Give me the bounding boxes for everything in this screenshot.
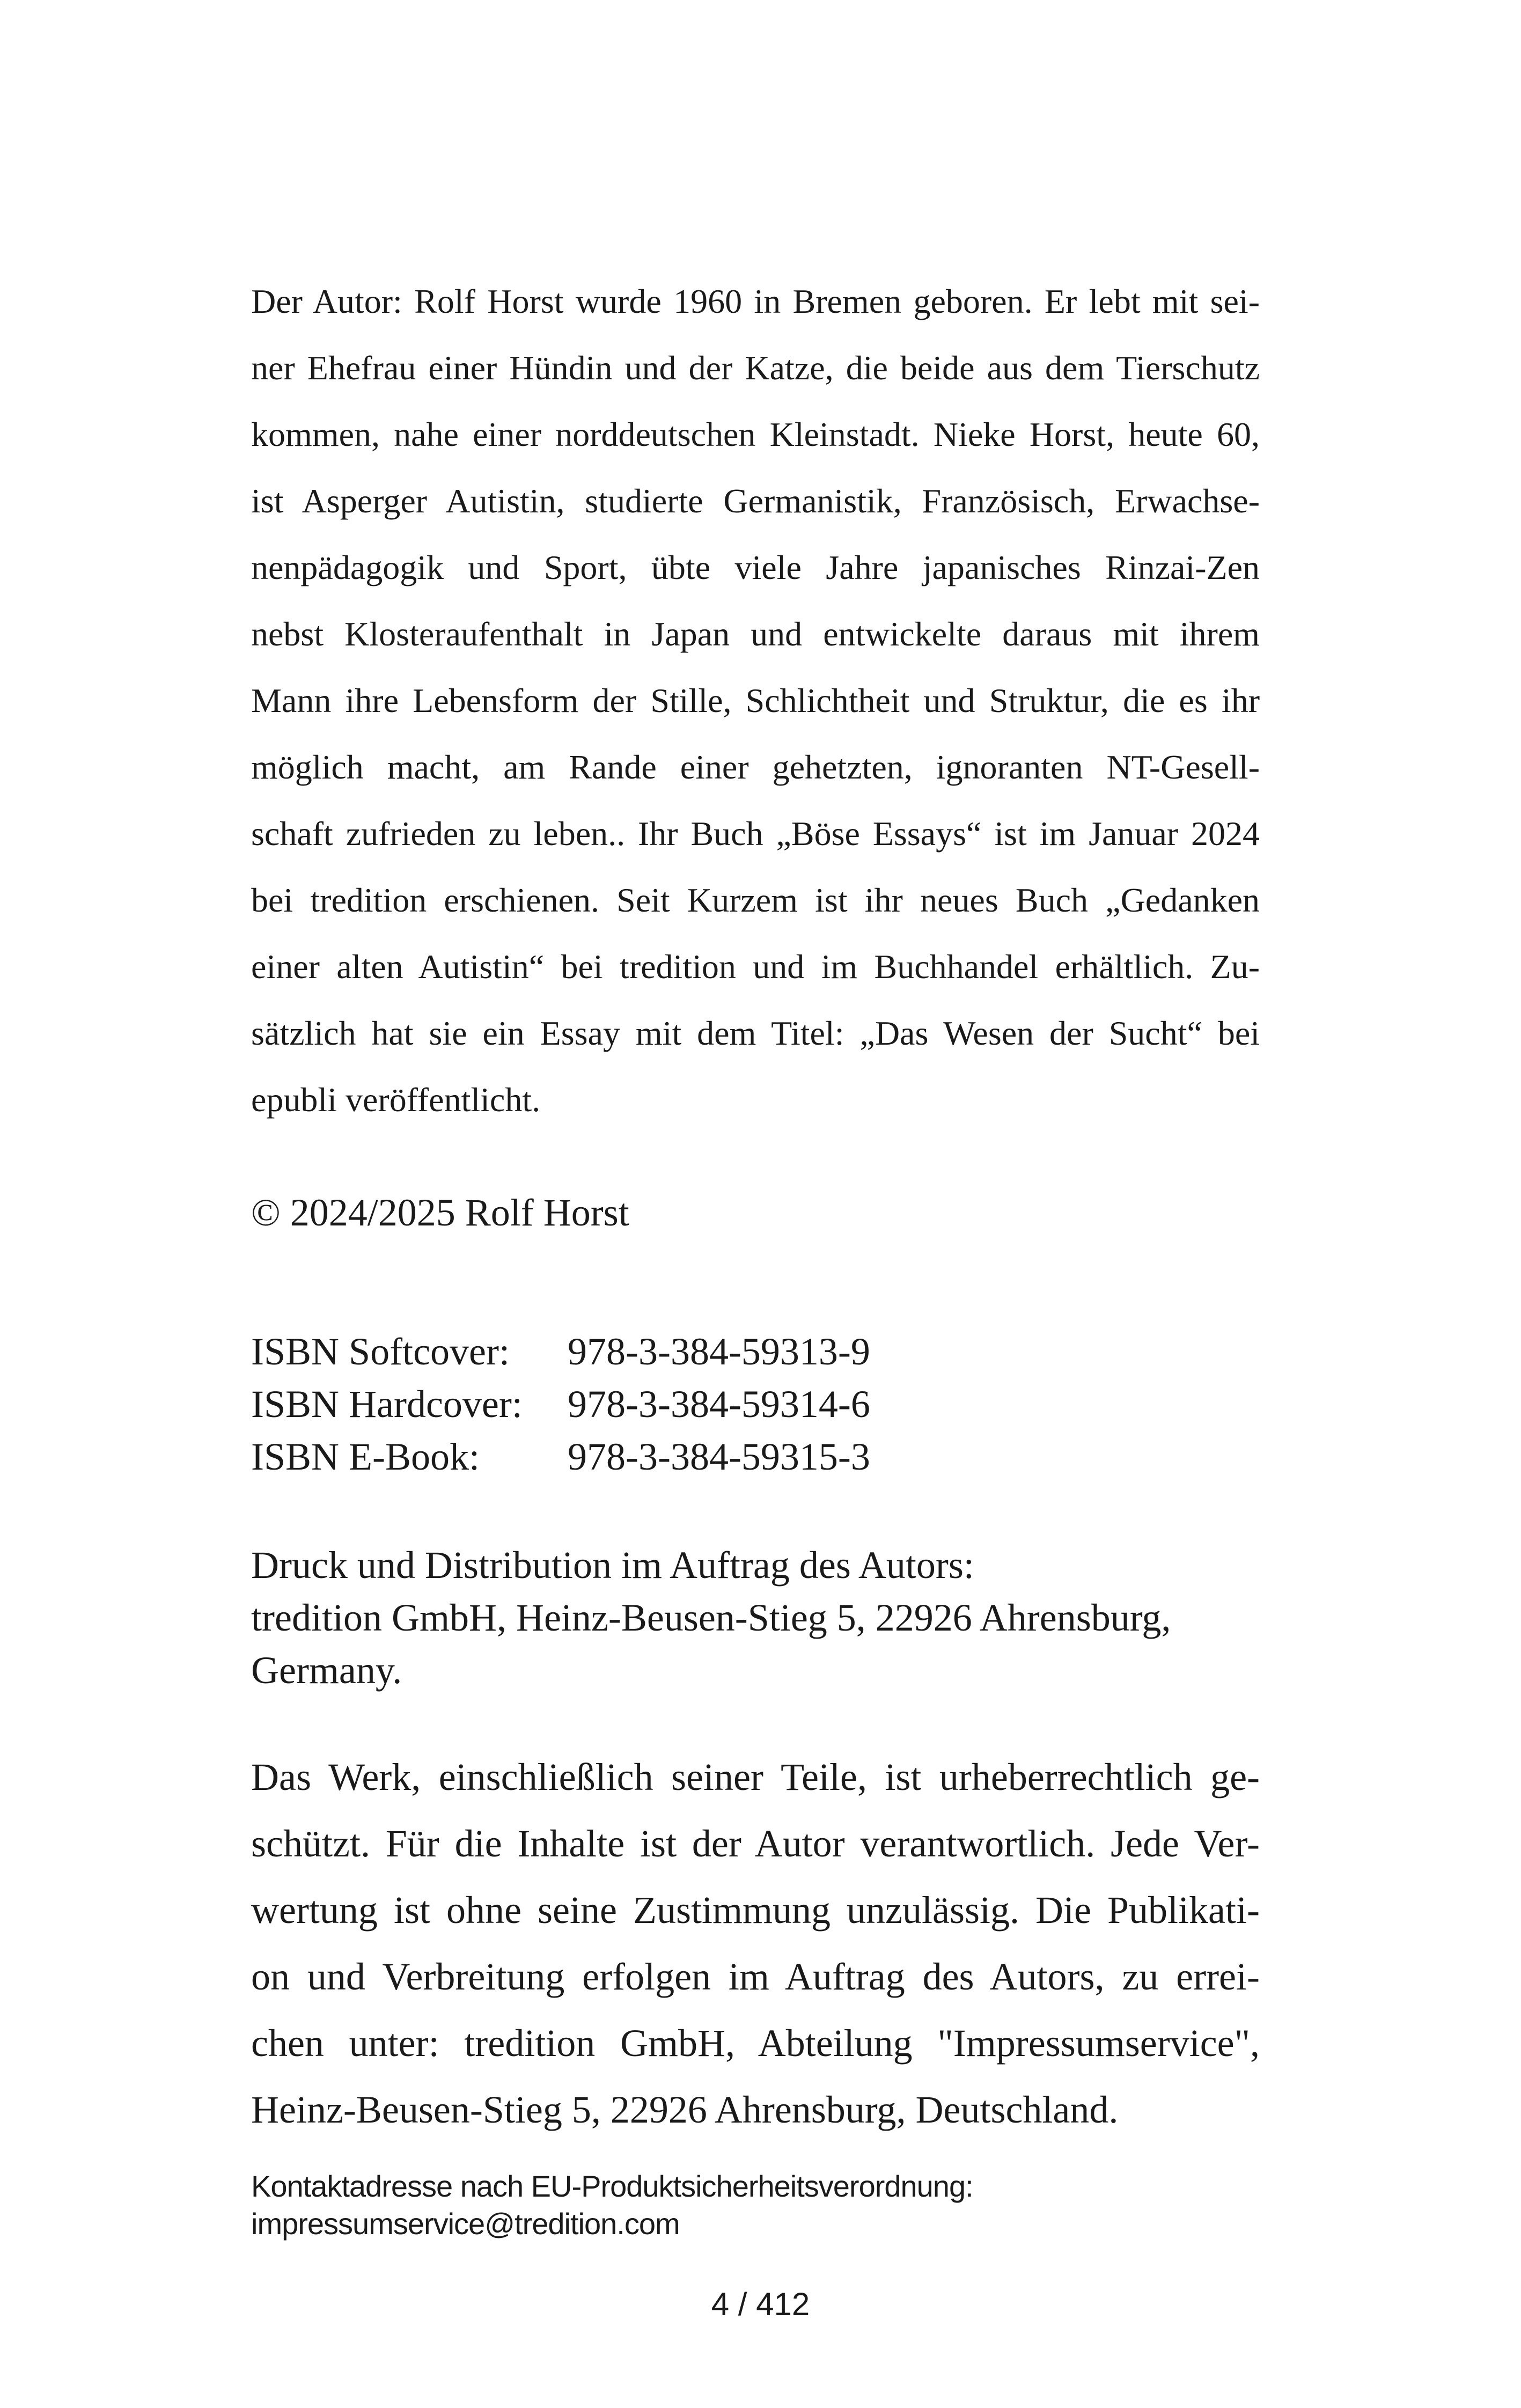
isbn-label: ISBN E-Book: [251, 1435, 480, 1478]
bio-line: Mann ihre Lebensform der Stille, Schlichtheit und Struktur, die es ihr [251, 681, 1260, 720]
isbn-row-softcover [251, 1325, 870, 1378]
isbn-label: ISBN Softcover: [251, 1330, 510, 1373]
page-number: 4 / 412 [711, 2286, 810, 2322]
distribution-line: Druck und Distribution im Auftrag des Autors: [251, 1544, 974, 1587]
legal-line: on und Verbreitung erfolgen im Auftrag des Autors, zu errei- [251, 1955, 1260, 1998]
bio-line: epubli veröffentlicht. [251, 1081, 541, 1119]
copyright-notice: © 2024/2025 Rolf Horst [251, 1191, 629, 1234]
bio-line: ner Ehefrau einer Hündin und der Katze, die beide aus dem Tierschutz [251, 349, 1260, 387]
isbn-value: 978-3-384-59315-3 [568, 1435, 870, 1478]
distribution-line: Germany. [251, 1649, 402, 1692]
bio-line: bei tredition erschienen. Seit Kurzem ist ihr neues Buch „Gedanken [251, 881, 1260, 919]
legal-line: Das Werk, einschließlich seiner Teile, ist urheberrechtlich ge- [251, 1756, 1260, 1798]
isbn-list [251, 1325, 870, 1483]
legal-line: Heinz-Beusen-Stieg 5, 22926 Ahrensburg, Deutschland. [251, 2088, 1119, 2131]
contact-label: Kontaktadresse nach EU-Produktsicherheitsverordnung: [251, 2169, 973, 2203]
isbn-label: ISBN Hardcover: [251, 1383, 523, 1426]
contact-email: impressumservice@tredition.com [251, 2207, 680, 2241]
legal-line: schützt. Für die Inhalte ist der Autor verantwortlich. Jede Ver- [251, 1822, 1260, 1865]
bio-line: sätzlich hat sie ein Essay mit dem Titel: „Das Wesen der Sucht“ bei [251, 1014, 1260, 1052]
bio-line: Der Autor: Rolf Horst wurde 1960 in Bremen geboren. Er lebt mit sei- [251, 282, 1260, 320]
isbn-value: 978-3-384-59313-9 [568, 1330, 870, 1373]
legal-notice [251, 1744, 1260, 2143]
isbn-value: 978-3-384-59314-6 [568, 1383, 870, 1426]
bio-line: ist Asperger Autistin, studierte Germanistik, Französisch, Erwachse- [251, 482, 1260, 520]
bio-line: kommen, nahe einer norddeutschen Kleinstadt. Nieke Horst, heute 60, [251, 415, 1260, 453]
bio-line: nebst Klosteraufenthalt in Japan und entwickelte daraus mit ihrem [251, 615, 1260, 653]
distribution-line: tredition GmbH, Heinz-Beusen-Stieg 5, 22926 Ahrensburg, [251, 1596, 1171, 1639]
isbn-row-hardcover [251, 1378, 870, 1430]
bio-line: nenpädagogik und Sport, übte viele Jahre japanisches Rinzai-Zen [251, 548, 1260, 586]
legal-line: wertung ist ohne seine Zustimmung unzulässig. Die Publikati- [251, 1889, 1260, 1932]
legal-line: chen unter: tredition GmbH, Abteilung "Impressumservice", [251, 2022, 1260, 2065]
isbn-row-ebook [251, 1430, 870, 1483]
distribution-info [251, 1539, 1260, 1697]
bio-line: einer alten Autistin“ bei tredition und im Buchhandel erhältlich. Zu- [251, 948, 1260, 986]
bio-line: schaft zufrieden zu leben.. Ihr Buch „Böse Essays“ ist im Januar 2024 [251, 814, 1260, 853]
contact-info [251, 2168, 973, 2243]
author-bio [251, 268, 1260, 1133]
bio-line: möglich macht, am Rande einer gehetzten, ignoranten NT-Gesell- [251, 748, 1260, 786]
